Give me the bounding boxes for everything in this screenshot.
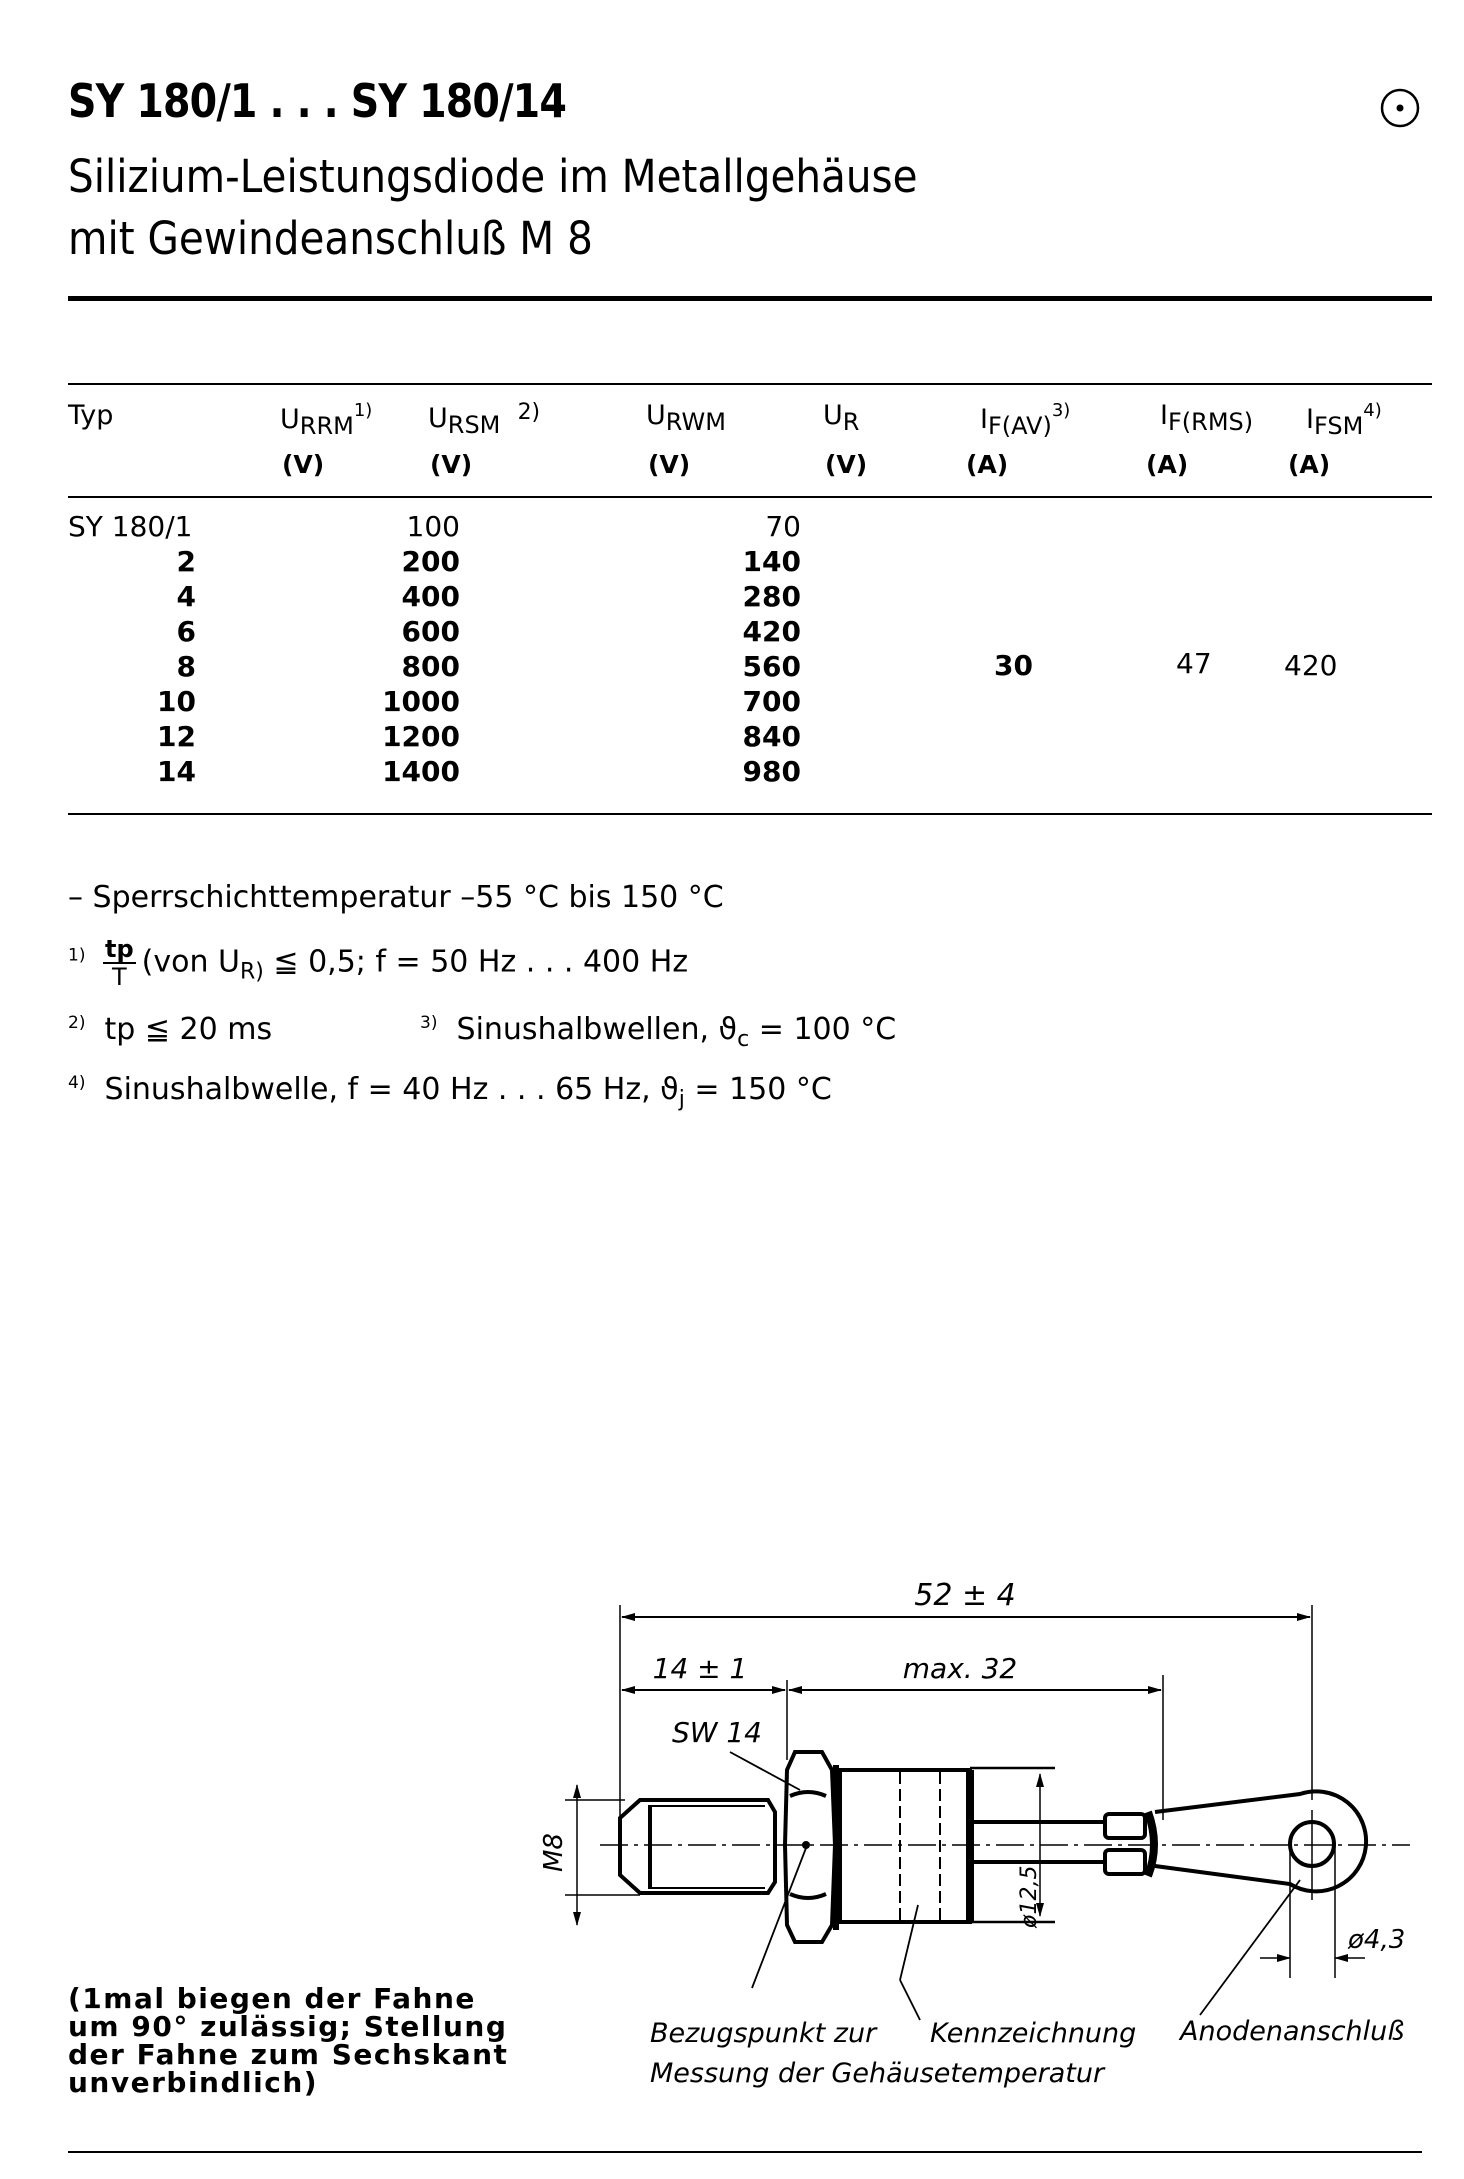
label-anode-terminal: Anodenanschluß <box>1180 2016 1405 2047</box>
col-subscript: R <box>842 408 860 436</box>
dim-body-label: max. 32 <box>902 1652 1018 1685</box>
document-subtitle-line-1: Silizium-Leistungsdiode im Metallgehäuse <box>68 150 918 203</box>
col-unit-urwm: (V) <box>648 450 691 479</box>
cell-urwm: 700 <box>742 685 801 718</box>
cell-urrm: 100 <box>406 510 460 543</box>
cell-typ: 4 <box>176 580 196 613</box>
cell-urwm: 980 <box>742 755 801 788</box>
cell-urrm: 600 <box>401 615 460 648</box>
footnote-text: ≦ 0,5; f = 50 Hz . . . 400 Hz <box>263 944 689 980</box>
hex-nut <box>785 1752 836 1942</box>
col-symbol: U <box>428 403 448 434</box>
document-title: SY 180/1 . . . SY 180/14 <box>68 74 566 128</box>
cell-typ: 2 <box>176 545 196 578</box>
col-footnote-ref: 2) <box>517 400 541 425</box>
col-unit-ur: (V) <box>825 450 868 479</box>
col-symbol: Typ <box>68 400 114 431</box>
body-diameter-label: ø12,5 <box>1017 1865 1042 1928</box>
m8-dimension <box>565 1785 640 1925</box>
col-unit-ifrms: (A) <box>1146 450 1189 479</box>
footnote-text: tp ≦ 20 ms <box>104 1012 273 1047</box>
dim-total-label: 52 ± 4 <box>914 1578 1016 1613</box>
cell-urrm: 1200 <box>382 720 460 753</box>
label-reference-point-2: Messung der Gehäusetemperatur <box>650 2058 1105 2089</box>
col-footnote-ref: 3) <box>1051 400 1071 421</box>
cell-urwm: 560 <box>742 650 801 683</box>
cell-typ: 8 <box>176 650 196 683</box>
cell-urrm: 200 <box>401 545 460 578</box>
footer-rule <box>68 2151 1422 2153</box>
cell-urrm: 400 <box>401 580 460 613</box>
footnote-subscript: j <box>678 1087 685 1112</box>
hole-diameter-label: ø4,3 <box>1348 1925 1406 1955</box>
cell-urwm: 840 <box>742 720 801 753</box>
footnote-subscript: R) <box>239 959 264 985</box>
col-unit-urrm: (V) <box>282 450 325 479</box>
col-unit-ursm: (V) <box>430 450 473 479</box>
label-marking: Kennzeichnung <box>930 2018 1137 2049</box>
col-subscript: RWM <box>665 408 726 436</box>
col-unit-ifsm: (A) <box>1288 450 1331 479</box>
fraction-numerator: tp <box>105 935 134 963</box>
cell-ifsm: 420 <box>1284 649 1338 682</box>
col-symbol: U <box>646 400 666 431</box>
hex-size-label: SW 14 <box>672 1716 762 1749</box>
document-subtitle-line-2: mit Gewindeanschluß M 8 <box>68 212 593 265</box>
label-reference-point: Bezugspunkt zur <box>650 2018 877 2049</box>
col-subscript: F(RMS) <box>1167 408 1254 436</box>
cell-urrm: 1000 <box>382 685 460 718</box>
col-footnote-ref: 1) <box>353 400 373 421</box>
cell-urwm: 140 <box>742 545 801 578</box>
mounting-note: (1mal biegen der Fahne um 90° zulässig; Stellung der Fahne zum Sechskant unverbindlich) <box>68 1982 509 2099</box>
col-symbol: U <box>280 404 300 435</box>
footnote-marker: 1) <box>68 945 86 966</box>
footnote-text: = 100 °C <box>749 1012 897 1047</box>
col-symbol: I <box>980 404 988 435</box>
footnote-marker: 2) <box>68 1013 86 1033</box>
cell-urrm: 1400 <box>382 755 460 788</box>
cell-typ: SY 180/1 <box>68 510 193 543</box>
fraction-denominator: T <box>111 963 127 991</box>
col-unit-ifav: (A) <box>966 450 1009 479</box>
col-symbol: I <box>1306 404 1314 435</box>
col-symbol: I <box>1160 400 1168 431</box>
dim-thread-label: 14 ± 1 <box>652 1652 748 1685</box>
cell-typ: 6 <box>176 615 196 648</box>
col-subscript: RRM <box>299 412 354 440</box>
col-footnote-ref: 4) <box>1363 400 1382 421</box>
cell-if-av: 30 <box>994 649 1033 682</box>
cell-if-rms: 47 <box>1176 647 1212 680</box>
cell-urwm: 280 <box>742 580 801 613</box>
footnote-marker: 4) <box>68 1073 86 1093</box>
thread-size-label: M8 <box>539 1833 569 1872</box>
junction-temperature-note: – Sperrschichttemperatur –55 °C bis 150 °C <box>68 880 724 915</box>
col-subscript: RSM <box>447 411 501 439</box>
cell-typ: 12 <box>157 720 196 753</box>
col-subscript: FSM <box>1313 412 1364 440</box>
col-symbol: U <box>823 400 843 431</box>
reference-point-dot <box>802 1841 810 1849</box>
col-subscript: F(AV) <box>987 412 1052 440</box>
footnote-marker: 3) <box>420 1013 438 1033</box>
footnote-text: (von U <box>141 944 240 980</box>
footnote-subscript: c <box>737 1027 750 1052</box>
cell-typ: 10 <box>157 685 196 718</box>
thread-stud <box>620 1800 775 1893</box>
footnote-text: Sinushalbwelle, f = 40 Hz . . . 65 Hz, ϑ <box>104 1072 679 1107</box>
cell-urwm: 420 <box>742 615 801 648</box>
cell-urrm: 800 <box>401 650 460 683</box>
footnote-text: Sinushalbwellen, ϑ <box>456 1012 738 1047</box>
cell-urwm: 70 <box>765 510 801 543</box>
cell-typ: 14 <box>157 755 196 788</box>
footnote-text: = 150 °C <box>684 1072 832 1107</box>
